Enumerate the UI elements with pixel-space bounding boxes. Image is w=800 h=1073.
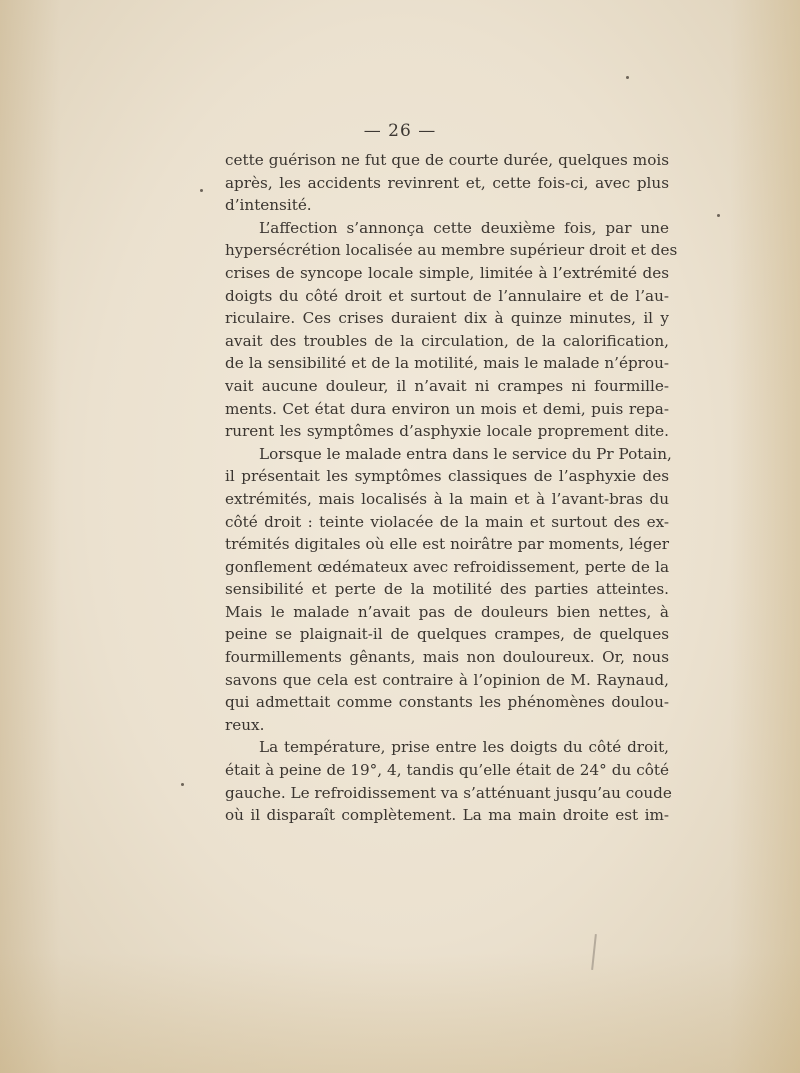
ink-speck bbox=[181, 783, 184, 786]
body-text bbox=[225, 149, 678, 827]
text-line: trémités digitales où elle est noirâtre par moments, léger bbox=[225, 535, 669, 554]
text-line: savons que cela est contraire à l’opinion de M. Raynaud, bbox=[225, 670, 669, 689]
text-line: riculaire. Ces crises duraient dix à quinze minutes, il y bbox=[225, 309, 669, 328]
text-line: rurent les symptômes d’asphyxie locale proprement dite. bbox=[225, 422, 669, 441]
text-line: sensibilité et perte de la motilité des parties atteintes. bbox=[225, 580, 669, 599]
text-line: gauche. Le refroidissement va s’atténuant jusqu’au coude bbox=[225, 783, 672, 802]
text-line: vait aucune douleur, il n’avait ni crampes ni fourmille- bbox=[225, 376, 669, 395]
ink-speck bbox=[717, 214, 720, 217]
text-line: fourmillements gênants, mais non douloureux. Or, nous bbox=[225, 648, 669, 667]
text-line: était à peine de 19°, 4, tandis qu’elle était de 24° du côté bbox=[225, 761, 669, 780]
text-line: cette guérison ne fut que de courte durée, quelques mois bbox=[225, 151, 669, 169]
text-line: hypersécrétion localisée au membre supérieur droit et des bbox=[225, 241, 678, 260]
text-line: Lorsque le malade entra dans le service du Pr Potain, bbox=[259, 444, 672, 463]
text-line: ments. Cet état dura environ un mois et demi, puis repa- bbox=[225, 399, 669, 418]
page-edge-stain-right bbox=[730, 0, 800, 1073]
page-number: — 26 — bbox=[363, 121, 437, 141]
text-line: gonflement œdémateux avec refroidissement, perte de la bbox=[225, 557, 669, 576]
text-line: côté droit : teinte violacée de la main et surtout des ex- bbox=[225, 512, 669, 531]
text-line: qui admettait comme constants les phénomènes doulou- bbox=[225, 693, 669, 712]
text-line: de la sensibilité et de la motilité, mais le malade n’éprou- bbox=[225, 354, 669, 373]
text-line: La température, prise entre les doigts du côté droit, bbox=[259, 738, 669, 757]
text-line: L’affection s’annonça cette deuxième fois, par une bbox=[259, 218, 669, 237]
ink-speck bbox=[200, 189, 203, 192]
text-line: il présentait les symptômes classiques de l’asphyxie des bbox=[225, 467, 669, 486]
page-edge-stain-left bbox=[0, 0, 60, 1073]
text-line: d’intensité. bbox=[225, 196, 312, 215]
text-line: doigts du côté droit et surtout de l’annulaire et de l’au- bbox=[225, 286, 669, 305]
text-line: où il disparaît complètement. La ma main droite est im- bbox=[225, 806, 669, 825]
text-line: après, les accidents revinrent et, cette fois-ci, avec plus bbox=[225, 173, 669, 192]
text-line: peine se plaignait-il de quelques crampes, de quelques bbox=[225, 625, 669, 644]
text-line: Mais le malade n’avait pas de douleurs bien nettes, à bbox=[225, 602, 669, 621]
page-edge-stain-bottom bbox=[0, 953, 800, 1073]
text-line: reux. bbox=[225, 715, 265, 734]
text-line: crises de syncope locale simple, limitée à l’extrémité des bbox=[225, 263, 669, 282]
text-line: extrémités, mais localisés à la main et à l’avant-bras du bbox=[225, 489, 669, 508]
ink-speck bbox=[626, 76, 629, 79]
text-line: avait des troubles de la circulation, de la calorification, bbox=[225, 331, 669, 350]
